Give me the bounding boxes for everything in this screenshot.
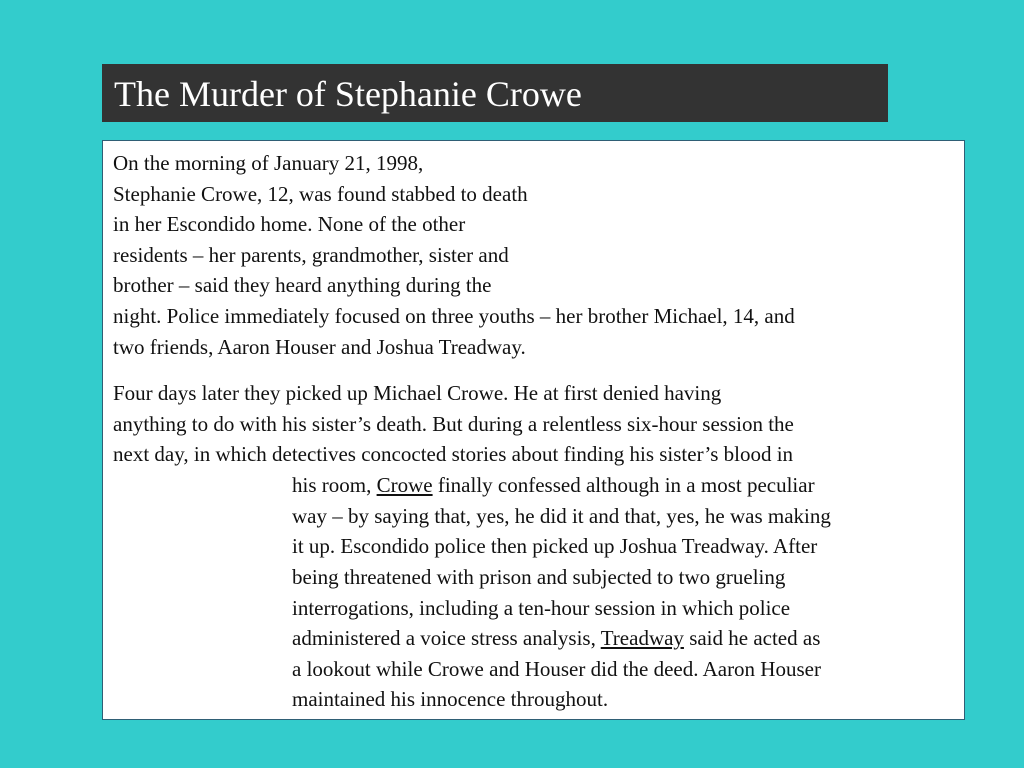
- p2-line-9-text-b: said he acted as: [683, 626, 821, 650]
- p2-line-2: anything to do with his sister’s death. But during a relentless six-hour session the: [113, 412, 794, 436]
- p1-line-1: On the morning of January 21, 1998,: [113, 151, 424, 175]
- p2-line-4-text-a: his room,: [292, 473, 377, 497]
- slide-title: The Murder of Stephanie Crowe: [114, 74, 582, 114]
- treadway-link[interactable]: Treadway: [600, 626, 684, 650]
- p2-line-3: next day, in which detectives concocted stories about finding his sister’s blood in: [113, 442, 794, 466]
- p1-line-5: brother – said they heard anything during the: [113, 273, 492, 297]
- p2-line-9-text-a: administered a voice stress analysis,: [292, 626, 601, 650]
- title-bar: [102, 64, 888, 122]
- p2-line-1: Four days later they picked up Michael Crowe. He at first denied having: [113, 381, 722, 405]
- p2-line-6: it up. Escondido police then picked up Joshua Treadway. After: [292, 534, 818, 558]
- p2-line-4-text-b: finally confessed although in a most peculiar: [432, 473, 815, 497]
- p1-line-7: two friends, Aaron Houser and Joshua Treadway.: [113, 335, 526, 359]
- p1-line-4: residents – her parents, grandmother, sister and: [113, 243, 509, 267]
- content-box: [102, 140, 965, 720]
- p2-line-8: interrogations, including a ten-hour session in which police: [292, 596, 791, 620]
- crowe-link[interactable]: Crowe: [376, 473, 433, 497]
- p2-line-7: being threatened with prison and subjected to two grueling: [292, 565, 786, 589]
- p1-line-3: in her Escondido home. None of the other: [113, 212, 466, 236]
- p2-line-5: way – by saying that, yes, he did it and that, yes, he was making: [292, 504, 831, 528]
- p1-line-2: Stephanie Crowe, 12, was found stabbed to death: [113, 182, 528, 206]
- p1-line-6: night. Police immediately focused on three youths – her brother Michael, 14, and: [113, 304, 795, 328]
- p2-line-11: maintained his innocence throughout.: [292, 687, 609, 711]
- p2-line-10: a lookout while Crowe and Houser did the deed. Aaron Houser: [292, 657, 821, 681]
- p2-line-9: [292, 623, 820, 653]
- p2-line-4: [292, 470, 815, 500]
